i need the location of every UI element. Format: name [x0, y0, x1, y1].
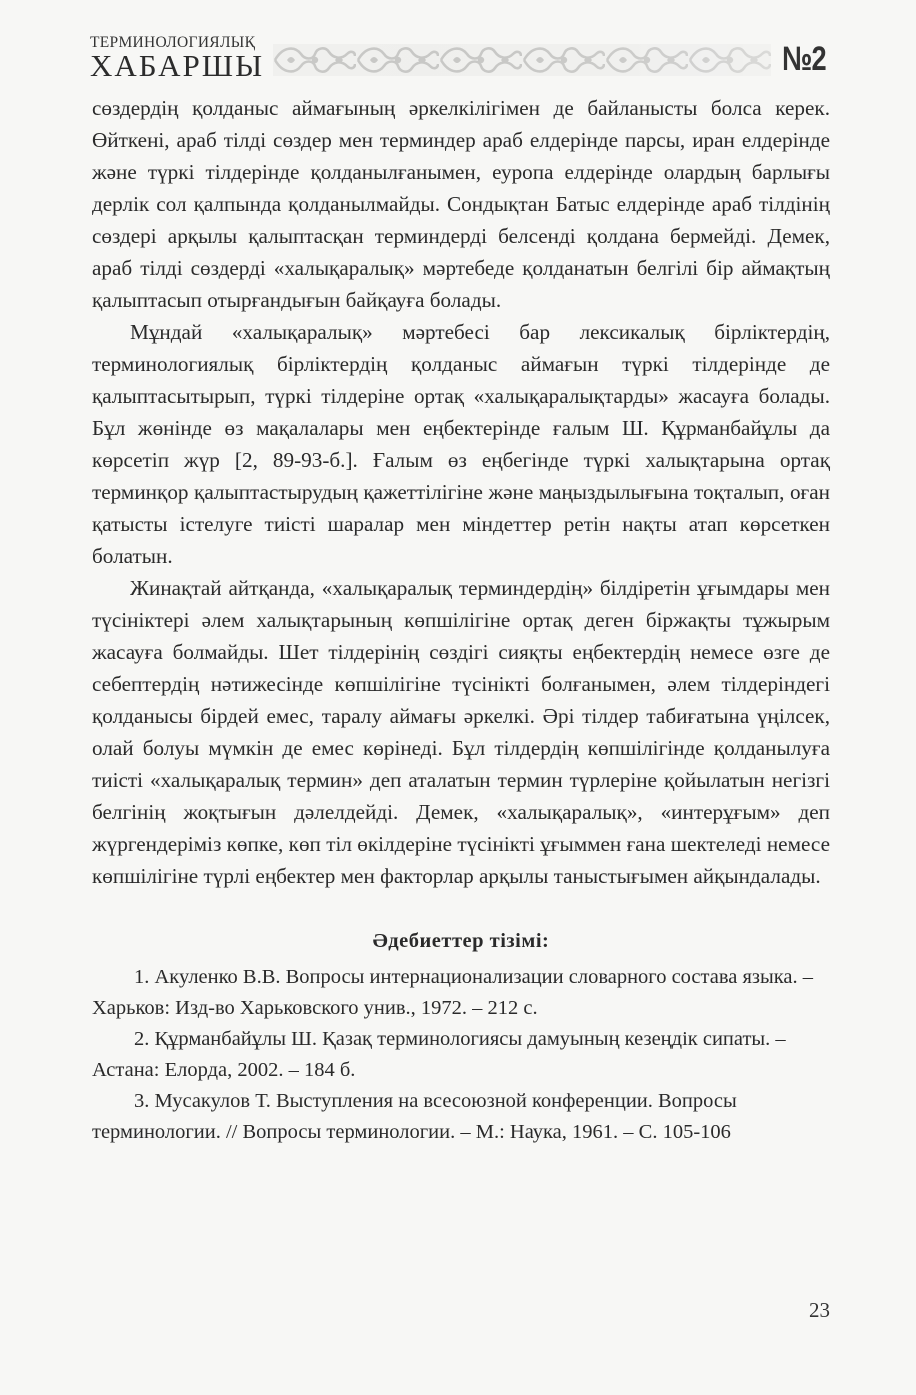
paragraph: Мұндай «халықаралық» мәртебесі бар лексикалық бірліктердің, терминологиялық бірліктердің қолданыс аймағын түркі тілдерінде де қалыптасытырып, түркі тілдеріне ортақ «халықаралықтарды» жасауға болады. Бұл жөнінде өз мақалалары мен еңбектерінде ғалым Ш. Құрманбайұлы да көрсетіп жүр [2, 89-93-б.]. Ғалым өз еңбегінде түркі халықтарына ортақ терминқор қалыптастырудың қажеттілігіне және маңыздылығына тоқталып, оған қатысты істелуге тиісті шаралар мен міндеттер ретін нақты атап көрсеткен болатын.: [92, 320, 830, 568]
journal-title: [90, 34, 275, 81]
bibliography-title: Әдебиеттер тізімі:: [372, 930, 550, 952]
page-header: [90, 34, 830, 84]
journal-title-small: ТЕРМИНОЛОГИЯЛЫҚ: [90, 34, 256, 51]
kazakh-ornament-icon: [273, 42, 771, 78]
page-number: 23: [809, 1298, 830, 1322]
paragraph: сөздердің қолданыс аймағының әркелкілігімен де байланысты болса керек. Өйткені, араб тілді сөздер мен терминдер араб елдерінде парсы, иран елдерінде және түркі тілдерінде қолданылғанымен, еуропа елдерінде олардың барлығы дерлік сол қалпында қолданылмайды. Сондықтан Батыс елдерінде араб тілдінің сөздері арқылы қалыптасқан терминдерді белсенді қолдана бермейді. Демек, араб тілді сөздерді «халықаралық» мәртебеде қолданатын белгілі бір аймақтың қалыптасып отырғандығын байқауға болады.: [92, 96, 830, 312]
article-body: [92, 92, 830, 1148]
bibliography-item: 2. Құрманбайұлы Ш. Қазақ терминологиясы дамуының кезеңдік сипаты. – Астана: Елорда, 2002. – 184 б.: [92, 1028, 786, 1081]
issue-number: №2: [782, 40, 826, 78]
bibliography-item: 1. Акуленко В.В. Вопросы интернационализации словарного состава языка. – Харьков: Изд-во Харьковского унив., 1972. – 212 с.: [92, 966, 814, 1019]
paragraph: Жинақтай айтқанда, «халықаралық терминдердің» білдіретін ұғымдары мен түсініктері әлем халықтарының көпшілігіне ортақ деген біржақты тұжырым жасауға болмайды. Шет тілдерінің сөздігі сияқты еңбектердің немесе өзге де себептердің нәтижесінде көпшілігіне түсінікті болғанымен, әлем тілдеріндегі қолданысы бірдей емес, таралу аймағы әркелкі. Әрі тілдер табиғатына үңілсек, олай болуы мүмкін де емес көрінеді. Бұл тілдердің көпшілігінде қолданылуға тиісті «халықаралық термин» деп аталатын термин түрлеріне қойылатын негізгі белгінің жоқтығын дәлелдейді. Демек, «халықаралық», «интерұғым» деп жүргендеріміз көпке, көп тіл өкілдеріне түсінікті ұғыммен ғана шектеледі немесе көпшілігіне түрлі еңбектер мен факторлар арқылы таныстығымен айқындалады.: [92, 576, 830, 888]
journal-title-big: ХАБАРШЫ: [90, 48, 265, 83]
bibliography-item: 3. Мусакулов Т. Выступления на всесоюзной конференции. Вопросы терминологии. // Вопросы терминологии. – М.: Наука, 1961. – С. 105-106: [92, 1090, 737, 1143]
